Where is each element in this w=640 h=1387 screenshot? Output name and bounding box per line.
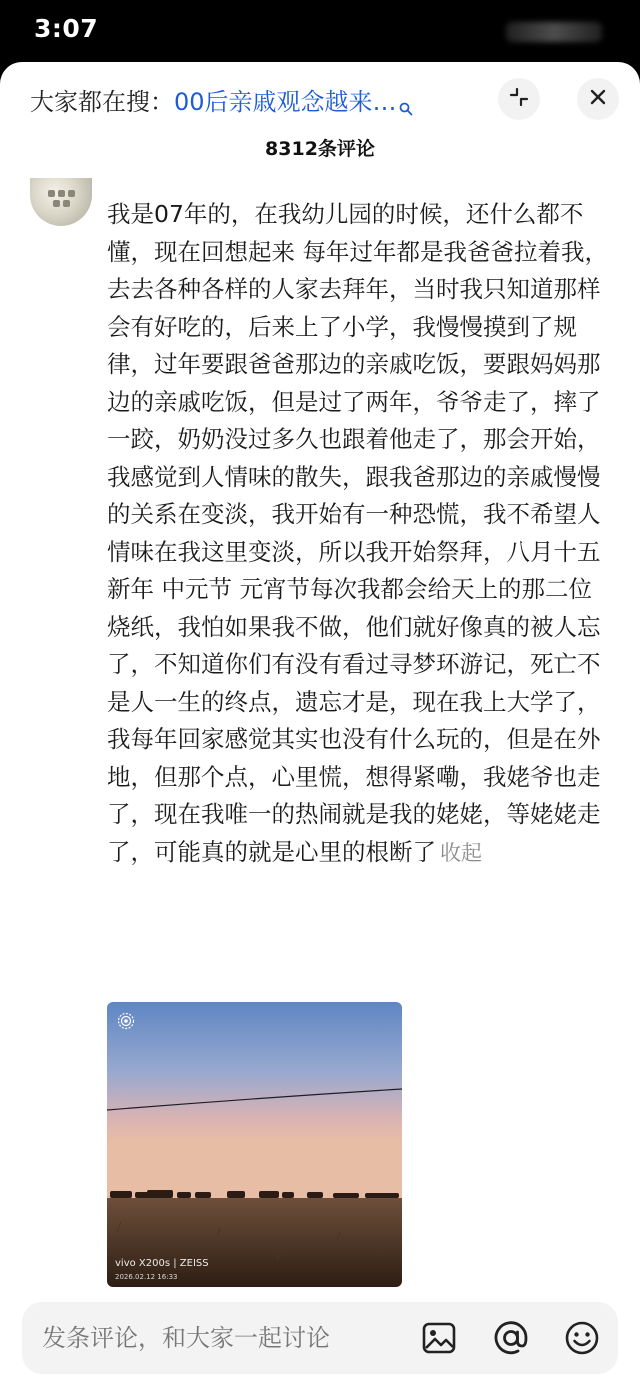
collapse-arrows-icon — [507, 85, 531, 113]
comment-count-title: 8312条评论 — [265, 138, 375, 160]
status-indicators-blurred — [506, 22, 602, 42]
close-button[interactable] — [577, 78, 619, 120]
trending-search-query-link[interactable]: 00后亲戚观念越来… — [174, 88, 397, 116]
collapse-text-link[interactable]: 收起 — [440, 840, 482, 865]
photo-timestamp-watermark: 2026.02.12 16:33 — [115, 1273, 178, 1281]
comment-input-placeholder[interactable]: 发条评论，和大家一起讨论 — [42, 1324, 330, 1352]
close-icon — [588, 87, 608, 111]
live-photo-icon — [117, 1012, 135, 1034]
comments-sheet — [0, 62, 640, 1387]
search-icon — [399, 88, 413, 128]
trending-search-row[interactable] — [30, 82, 470, 122]
collapse-button[interactable] — [498, 78, 540, 120]
avatar[interactable] — [30, 178, 92, 226]
comment-input-bar[interactable] — [22, 1302, 618, 1374]
trending-search-prefix: 大家都在搜： — [30, 88, 174, 116]
grassland-horses-photo — [107, 1002, 402, 1287]
status-bar — [0, 0, 640, 62]
comment-photo[interactable] — [107, 1002, 402, 1287]
at-icon[interactable] — [492, 1319, 530, 1357]
comment-body — [107, 196, 612, 872]
comment-text: 我是07年的，在我幼儿园的时候，还什么都不懂，现在回想起来 每年过年都是我爸爸拉着我，去去各种各样的人家去拜年，当时我只知道那样会有好吃的，后来上了小学，我慢慢摸到了规律，过年要跟爸爸那边的亲戚吃饭，要跟妈妈那边的亲戚吃饭，但是过了两年，爷爷走了，摔了一跤，奶奶没过多久也跟着他走了，那会开始，我感觉到人情味的散失，跟我爸那边的亲戚慢慢的关系在变淡，我开始有一种恐慌，我不希望人情味在我这里变淡，所以我开始祭拜，八月十五 新年 中元节 元宵节每次我都会给天上的那二位烧纸，我怕如果我不做，他们就好像真的被人忘了，不知道你们有没有看过寻梦环游记，死亡不是人一生的终点，遗忘才是，现在我上大学了，我每年回家感觉其实也没有什么玩的，但是在外地，但那个点，心里慌，想得紧嘞，我姥爷也走了，现在我唯一的热闹就是我的姥姥，等姥姥走了，可能真的就是心里的根断了 — [107, 200, 608, 866]
emoji-icon[interactable] — [563, 1319, 601, 1357]
photo-camera-watermark: vivo X200s | ZEISS — [115, 1258, 209, 1269]
image-icon[interactable] — [420, 1319, 458, 1357]
status-time: 3:07 — [34, 14, 99, 43]
